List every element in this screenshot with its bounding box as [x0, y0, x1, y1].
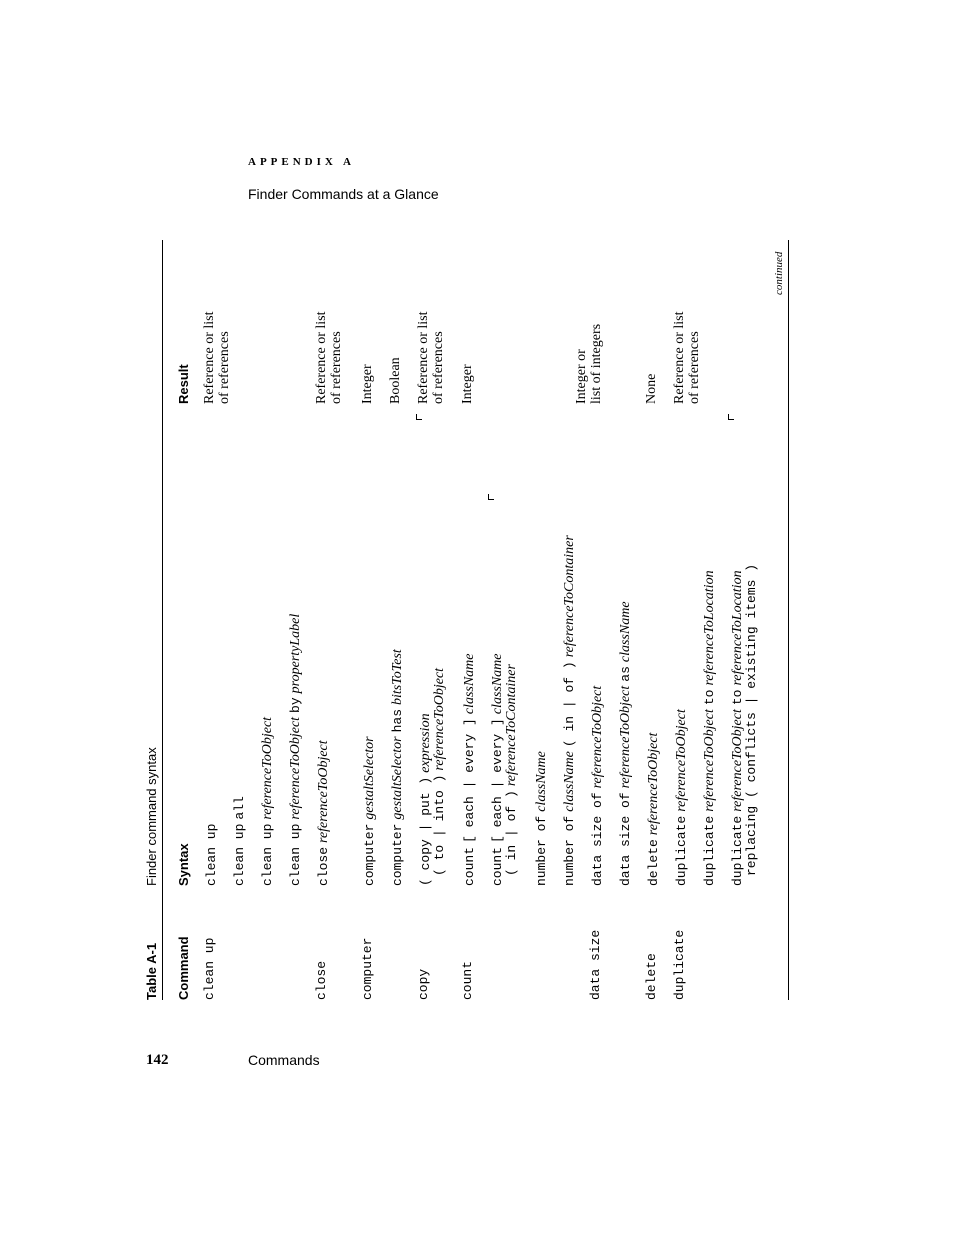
syntax-row [460, 653, 478, 886]
syntax-param: referenceToObject [316, 740, 331, 843]
syntax-param: className [490, 653, 505, 715]
result-line: Reference or list [672, 311, 687, 404]
result-line: Reference or list [202, 311, 217, 404]
syntax-param: referenceToObject [432, 667, 447, 771]
command-delete: delete [644, 953, 659, 1000]
syntax-keyword: computer [390, 823, 405, 886]
syntax-keyword: number of [534, 815, 549, 886]
result-line: of references [431, 331, 446, 404]
appendix-title: Finder Commands at a Glance [248, 186, 439, 202]
syntax-row [286, 614, 304, 886]
syntax-param: referenceToObject [288, 716, 303, 820]
bracket-mark [416, 414, 422, 420]
syntax-keyword: count [462, 846, 477, 886]
result [574, 324, 604, 404]
syntax-keyword: ( copy | put ) [418, 776, 433, 886]
result: Integer [460, 364, 475, 404]
syntax-keyword: to [702, 689, 717, 706]
table-caption [140, 240, 164, 1000]
result-line: list of integers [589, 323, 604, 404]
syntax-row [202, 824, 220, 886]
syntax-row [588, 686, 606, 886]
syntax-param: referenceToObject [646, 732, 661, 836]
command-data-size: data size [588, 929, 603, 1000]
syntax-param: referenceToObject [260, 716, 275, 820]
syntax-keyword: [ each | every ] [462, 718, 477, 843]
syntax-row [672, 709, 690, 886]
command-table [140, 240, 800, 1000]
syntax-keyword: ( in | of ) [562, 661, 577, 748]
syntax-keyword: close [316, 846, 331, 886]
syntax-keyword: clean up [288, 823, 303, 886]
syntax-row [502, 664, 520, 876]
syntax-row [616, 601, 634, 886]
command-close: close [314, 960, 329, 1000]
syntax-param: gestaltSelector [362, 736, 377, 820]
bracket-mark [488, 494, 494, 500]
command-duplicate: duplicate [672, 929, 687, 1000]
col-header-result: Result [176, 364, 191, 404]
syntax-row [258, 717, 276, 886]
syntax-param: referenceToObject [590, 685, 605, 789]
result-line: Reference or list [314, 311, 329, 404]
syntax-keyword: clean up [260, 823, 275, 886]
syntax-param: referenceToObject [618, 685, 633, 789]
syntax-keyword: count [490, 846, 505, 886]
syntax-keyword: ( to | into ) [432, 774, 447, 876]
syntax-param: bitsToTest [390, 649, 405, 705]
syntax-keyword: number of [562, 815, 577, 886]
syntax-row [430, 668, 448, 876]
result-line: of references [687, 331, 702, 404]
syntax-row [742, 564, 760, 876]
syntax-keyword: to [730, 689, 745, 706]
syntax-keyword: duplicate [730, 815, 745, 886]
result-line: Reference or list [416, 311, 431, 404]
command-copy: copy [416, 968, 431, 1000]
syntax-keyword: clean up [232, 823, 247, 886]
result: Boolean [388, 357, 403, 404]
syntax-param: referenceToContainer [504, 664, 519, 787]
table-bottom-rule [788, 240, 789, 1000]
command-clean-up: clean up [202, 937, 217, 1000]
section-name: Commands [248, 1052, 320, 1068]
syntax-keyword: ( in | of ) [504, 790, 519, 876]
syntax-keyword: [ each | every ] [490, 718, 505, 843]
syntax-keyword: clean up [204, 823, 219, 886]
syntax-param: className [534, 751, 549, 812]
syntax-param: referenceToLocation [730, 570, 745, 686]
syntax-param: gestaltSelector [390, 736, 405, 820]
syntax-keyword: duplicate [702, 815, 717, 886]
syntax-keyword: duplicate [674, 815, 689, 886]
result [314, 311, 344, 404]
syntax-row [230, 796, 248, 886]
syntax-keyword: replacing ( conflicts | existing items ) [744, 563, 759, 876]
syntax-row [700, 570, 718, 886]
syntax-keyword: computer [362, 823, 377, 886]
result: Integer [360, 364, 375, 404]
result-line: Integer or [574, 349, 589, 404]
syntax-param: propertyLabel [288, 613, 303, 694]
syntax-param: referenceToContainer [562, 535, 577, 658]
syntax-keyword: has [390, 708, 405, 733]
col-header-syntax: Syntax [176, 843, 191, 886]
bracket-mark [728, 414, 734, 420]
syntax-param: referenceToLocation [702, 570, 717, 686]
syntax-row [644, 733, 662, 886]
syntax-row [314, 740, 332, 886]
syntax-keyword: as [618, 666, 633, 682]
syntax-row [388, 649, 406, 886]
table-top-rule [162, 240, 163, 1000]
syntax-param: expression [418, 713, 433, 773]
syntax-param: referenceToObject [730, 709, 745, 812]
syntax-keyword: delete [646, 839, 661, 886]
command-computer: computer [360, 937, 375, 1000]
table-label: Table A-1 [144, 942, 159, 1000]
syntax-row [532, 751, 550, 886]
result-line: of references [217, 331, 232, 404]
result: None [644, 373, 659, 404]
appendix-label: APPENDIX A [248, 156, 355, 168]
syntax-keyword: all [232, 796, 247, 820]
syntax-keyword: by [288, 697, 303, 713]
result [416, 311, 446, 404]
table-caption-text: Finder command syntax [144, 747, 159, 886]
syntax-param: className [462, 653, 477, 715]
result [672, 311, 702, 404]
syntax-param: className [618, 601, 633, 663]
syntax-keyword: data size of [618, 792, 633, 886]
command-count: count [460, 960, 475, 1000]
col-header-command: Command [176, 936, 191, 1000]
page-number: 142 [146, 1052, 169, 1068]
syntax-param: referenceToObject [674, 709, 689, 812]
result-line: of references [329, 331, 344, 404]
syntax-keyword: data size of [590, 792, 605, 886]
syntax-row [560, 535, 578, 886]
continued-note: continued [773, 251, 785, 295]
syntax-param: className [562, 751, 577, 812]
result [202, 311, 232, 404]
syntax-row [360, 736, 378, 886]
syntax-param: referenceToObject [702, 709, 717, 812]
